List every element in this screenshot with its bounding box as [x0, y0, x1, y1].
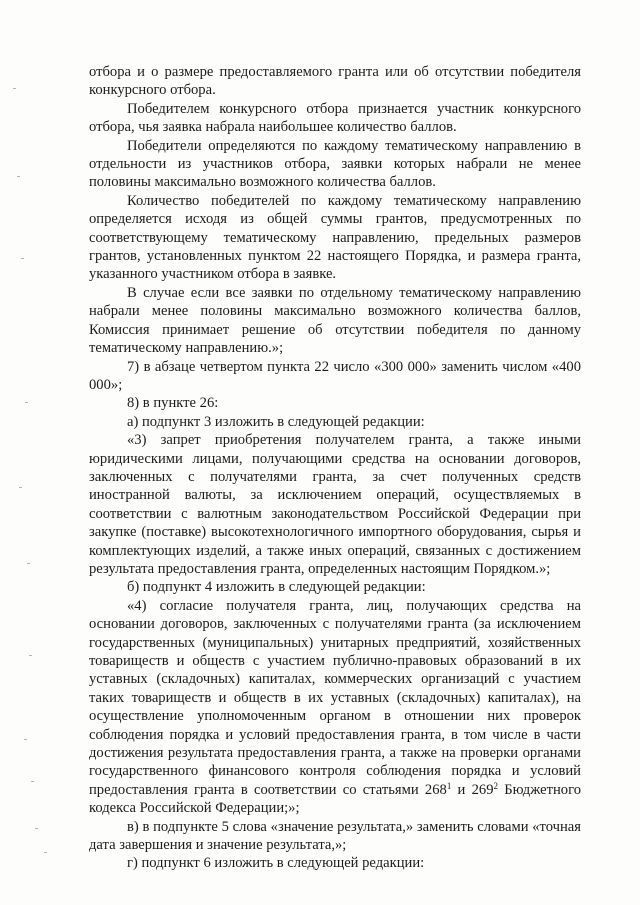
subitem-4-text-before: «4) согласие получателя гранта, лиц, получающих средства на основании договоров, заключенных с получателями гранта (за исключением государственных (муниципальных) унитарных предприятий, хозяйственных товариществ и обществ с участием публично-правовых образований в их уставных (складочных) капиталах, коммерческих организаций с участием таких товариществ и обществ в их уставных (складочных) капиталах), на осуществление уполномоченным органом в отношении них проверок соблюдения порядка и условий предоставления гранта, в том числе в части достижения результата предоставления гранта, а также на проверки органами государственного финансового контроля соблюдения порядка и условий предоставления гранта в соответствии со статьями 268: [89, 597, 581, 798]
subitem-4-text-after: Бюджетного кодекса Российской Федерации;»;: [89, 781, 582, 817]
document-body: [89, 63, 581, 873]
paragraph-continuation: отбора и о размере предоставляемого гранта или об отсутствии победителя конкурсного отбора.: [89, 64, 581, 99]
paragraph-winners-by-direction: Победители определяются по каждому тематическому направлению в отдельности из участников отбора, заявки которых набрали не менее половины максимально возможного количества баллов.: [89, 137, 581, 191]
paragraph-subitem-v: в) в подпункте 5 слова «значение результата,» заменить словами «точная дата завершения и значение результата,»;: [89, 818, 581, 854]
paragraph-subitem-b: б) подпункт 4 изложить в следующей редакции:: [127, 579, 426, 596]
paragraph-subitem-g: г) подпункт 6 изложить в следующей редакции:: [127, 855, 425, 872]
article-268-superscript: 1: [446, 780, 452, 791]
paragraph-item-8: 8) в пункте 26:: [127, 395, 219, 412]
paragraph-item-7: 7) в абзаце четвертом пункта 22 число «300 000» заменить числом «400 000»;: [89, 358, 581, 393]
paragraph-no-winner: В случае если все заявки по отдельному тематическому направлению набрали менее половины максимально возможного количества баллов, Комиссия принимает решение об отсутствии победителя по данному тематическому направлению.»;: [89, 284, 581, 357]
paragraph-subitem-3-text: «3) запрет приобретения получателем гранта, а также иными юридическими лицами, получающими средства на основании договоров, заключенных с получателями гранта, за счет полученных средств иностранной валюты, за исключением операций, осуществляемых в соответствии с валютным законодательством Российской Федерации при закупке (поставке) высокотехнологичного импортного оборудования, сырья и комплектующих изделий, а также иных операций, связанных с достижением результата предоставления гранта, определенных настоящим Порядком.»;: [89, 432, 581, 577]
article-269-superscript: 2: [493, 780, 499, 791]
subitem-4-text-middle: и 269: [451, 781, 494, 798]
paragraph-subitem-a: а) подпункт 3 изложить в следующей редакции:: [127, 413, 425, 430]
paragraph-number-of-winners: Количество победителей по каждому тематическому направлению определяется исходя из общей суммы грантов, предусмотренных по соответствующему тематическому направлению, предельных размеров грантов, установленных пунктом 22 настоящего Порядка, и размера гранта, указанного участником отбора в заявке.: [89, 192, 581, 283]
paragraph-winner-definition: Победителем конкурсного отбора признается участник конкурсного отбора, чья заявка набрала наибольшее количество баллов.: [89, 100, 581, 136]
paragraph-subitem-4-text: [89, 597, 581, 818]
